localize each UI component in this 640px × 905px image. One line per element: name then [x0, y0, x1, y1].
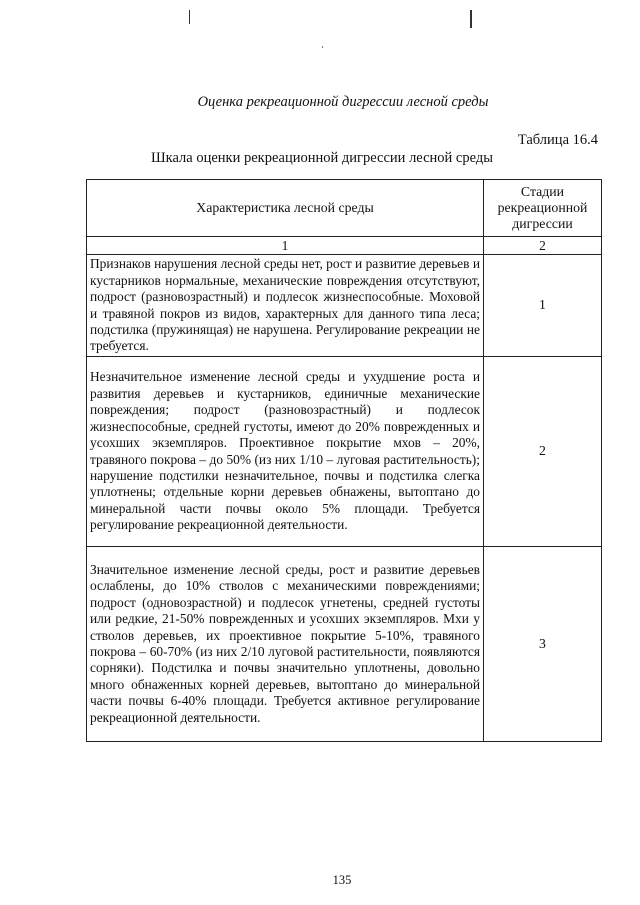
row-stage: 1 [484, 255, 602, 357]
row-description: Значительное изменение лесной среды, рост и развитие деревьев ослаблены, до 10% стволов с механическими повреждениями; подрост (одновозрастной) и подлесок угнетены, средней густоты или редкие, 21-50% поврежденных и усохших экземпляров. Мхи у стволов деревьев, их проективное покрытие 5-10%, травяного покрова – 60-70% (из них 2/10 луговой растительности, появляются сорняки). Подстилка и почвы значительно уплотнены, довольно много обнаженных корней деревьев, вытоптано до минеральной части почвы 6-40% площади. Требуется активное регулирование рекреационной деятельности. [87, 547, 484, 742]
header-characteristic: Характеристика лесной среды [87, 180, 484, 237]
row-stage: 3 [484, 547, 602, 742]
table-row [87, 255, 602, 357]
table-caption: Шкала оценки рекреационной дигрессии лесной среды [151, 150, 493, 166]
section-title: Оценка рекреационной дигрессии лесной среды [197, 94, 489, 110]
row-stage: 2 [484, 357, 602, 547]
column-number-1: 1 [87, 237, 484, 255]
table-row [87, 357, 602, 547]
digression-scale-table [86, 179, 602, 742]
page-number: 135 [332, 873, 352, 887]
column-number-2: 2 [484, 237, 602, 255]
row-description: Признаков нарушения лесной среды нет, рост и развитие деревьев и кустарников нормальные, механические повреждения отсутствуют, подрост (разновозрастный) и подлесок жизнеспособные. Моховой и травяной покров из видов, характерных для данного типа леса; подстилка (пружинящая) не нарушена. Регулирование рекреации не требуется. [87, 255, 484, 357]
column-number-row [87, 237, 602, 255]
table-number: Таблица 16.4 [517, 132, 598, 148]
row-description: Незначительное изменение лесной среды и ухудшение роста и развития деревьев и кустарников, единичные механические повреждения; подрост (разновозрастный) и подлесок жизнеспособные, средней густоты, имеют до 20% поврежденных и усохших экземпляров. Проективное покрытие мхов – 20%, травяного покрова – до 50% (из них 1/10 – луговая растительность); нарушение подстилки незначительное, почвы и подстилка слегка уплотнены; отдельные корни деревьев обнажены, вытоптано до минеральной части почвы около 5% площади. Требуется регулирование рекреационной деятельности. [87, 357, 484, 547]
scan-artifact-line [189, 10, 190, 24]
header-stages: Стадии рекреационной дигрессии [484, 180, 602, 237]
scan-artifact-line [470, 10, 472, 28]
scan-artifact-dot [322, 46, 323, 48]
table-row [87, 547, 602, 742]
table-header-row [87, 180, 602, 237]
